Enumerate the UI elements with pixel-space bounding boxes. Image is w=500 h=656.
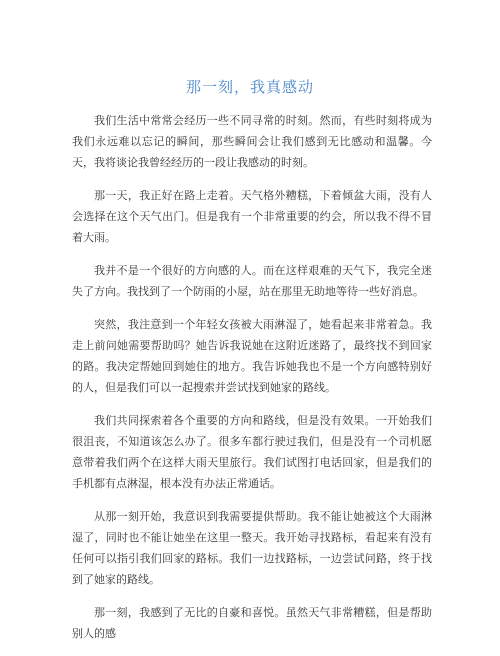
paragraph-5: 我们共同探索着各个重要的方向和路线，但是没有效果。一开始我们很沮丧，不知道该怎么办了。很多车都行驶过我们，但是没有一个司机愿意带着我们两个在这样大雨天里旅行。我们试图打电话回家，但是我们的手机都有点淋湿，根本没有办法正常通话。	[72, 414, 432, 490]
paragraph-6: 从那一刻开始，我意识到我需要提供帮助。我不能让她被这个大雨淋湿了，同时也不能让她坐在这里一整天。我开始寻找路标，看起来有没有任何可以指引我们回家的路标。我们一边找路标，一边尝试问路，终于找到了她家的路线。	[72, 510, 432, 586]
paragraph-1: 我们生活中常常会经历一些不同寻常的时刻。然而，有些时刻将成为我们永远难以忘记的瞬间，那些瞬间会让我们感到无比感动和温馨。今天，我将谈论我曾经经历的一段让我感动的时刻。	[72, 114, 432, 169]
paragraph-3: 我并不是一个很好的方向感的人。而在这样艰难的天气下，我完全迷失了方向。我找到了一个防雨的小屋，站在那里无助地等待一些好消息。	[72, 264, 432, 298]
document-title: 那一刻，我真感动	[185, 78, 314, 96]
paragraph-4: 突然，我注意到一个年轻女孩被大雨淋湿了，她看起来非常着急。我走上前问她需要帮助吗？她告诉我说她在这附近迷路了，最终找不到回家的路。我决定帮她回到她住的地方。我告诉她我也不是一个方向感特别好的人，但是我们可以一起搜索并尝试找到她家的路线。	[72, 318, 432, 394]
paragraph-2: 那一天，我正好在路上走着。天气格外糟糕，下着倾盆大雨，没有人会选择在这个天气出门。但是我有一个非常重要的约会，所以我不得不冒着大雨。	[72, 189, 432, 244]
paragraph-7: 那一刻，我感到了无比的自豪和喜悦。虽然天气非常糟糕，但是帮助别人的感	[72, 606, 432, 640]
document-body	[72, 110, 432, 656]
